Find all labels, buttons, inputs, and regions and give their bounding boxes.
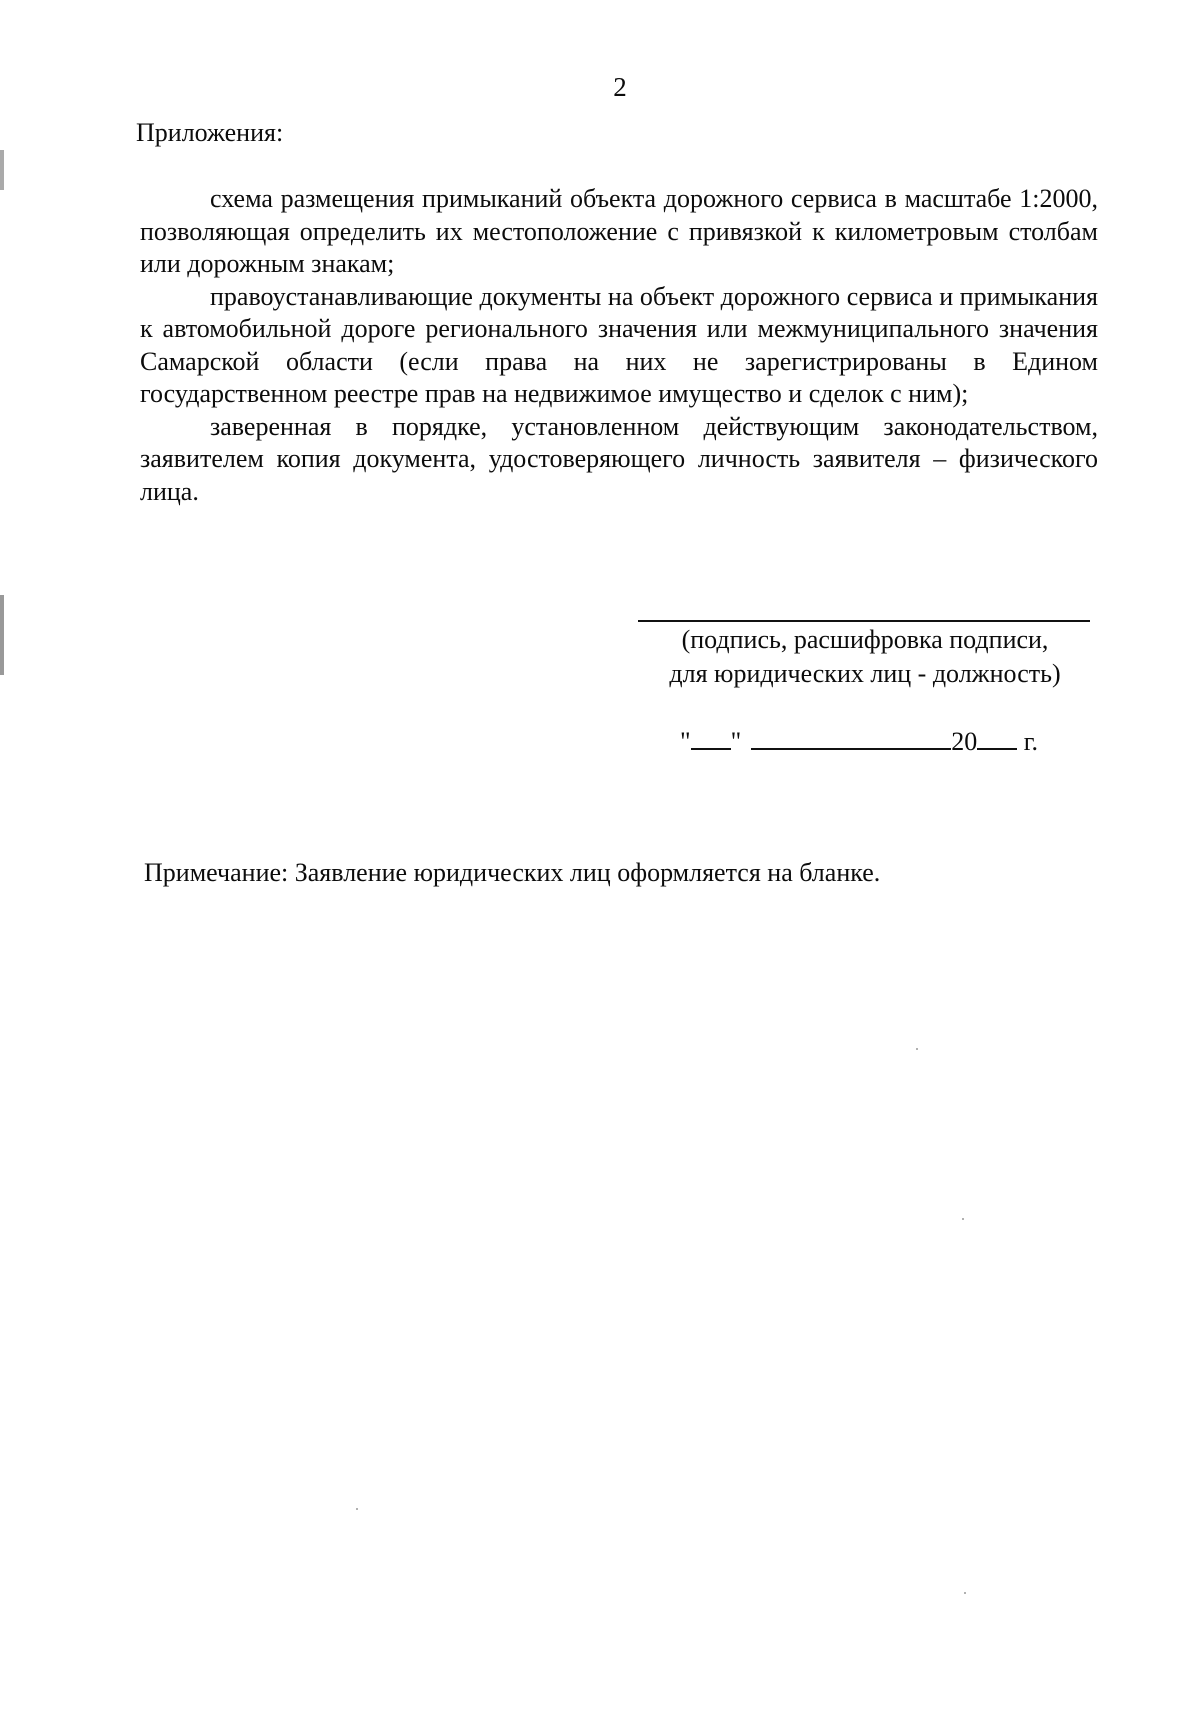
day-blank [691, 726, 731, 750]
page-number: 2 [613, 72, 627, 102]
year-suffix: г. [1023, 727, 1038, 756]
attachment-item-scheme: схема размещения примыканий объекта дорожного сервиса в масштабе 1:2000, позволяющая определить их местоположение с привязкой к километровым столбам или дорожным знакам; [140, 184, 1098, 278]
attachments-list [140, 183, 1098, 508]
scan-edge-mark [0, 595, 4, 675]
scan-speck [916, 1048, 918, 1050]
scan-speck [964, 1592, 966, 1594]
attachments-heading: Приложения: [136, 118, 284, 147]
scan-speck [962, 1218, 964, 1220]
signature-caption-line-2: для юридических лиц - должность) [669, 659, 1061, 688]
year-blank [977, 726, 1017, 750]
signature-caption-line-1: (подпись, расшифровка подписи, [681, 625, 1049, 654]
attachment-item-title-documents: правоустанавливающие документы на объект дорожного сервиса и примыкания к автомобильной дороге регионального значения или межмуниципального значения Самарской области (если права на них не зарегистрированы в Едином государственном реестре прав на недвижимое имущество и сделок с ним); [140, 281, 1098, 408]
note-text: Примечание: Заявление юридических лиц оформляется на бланке. [144, 858, 881, 887]
date-open-quote: " [680, 727, 691, 756]
date-close-quote: " [730, 727, 742, 756]
signature-line [638, 620, 1090, 622]
date-line [680, 726, 1038, 757]
scan-speck [356, 1508, 358, 1510]
year-prefix: 20 [951, 727, 978, 756]
attachment-item-identity-copy: заверенная в порядке, установленном действующим законодательством, заявителем копия документа, удостоверяющего личность заявителя – физического лица. [140, 411, 1098, 506]
scan-edge-mark [0, 150, 4, 190]
month-blank [751, 726, 951, 750]
signature-caption [620, 623, 1110, 691]
